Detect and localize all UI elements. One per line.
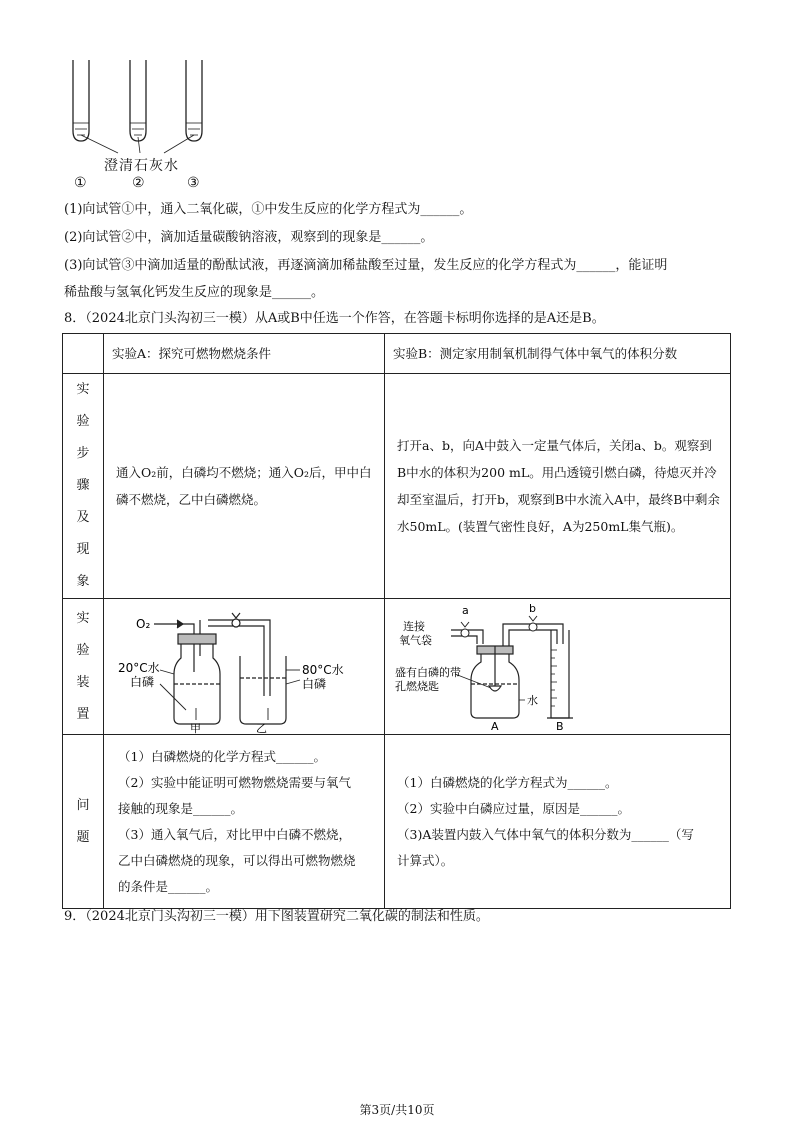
q9-intro: 9．（2024北京门头沟初三一模）用下图装置研究二氧化碳的制法和性质。 [64, 909, 489, 924]
questions-a-cell [104, 735, 385, 909]
o2-label: O₂ [136, 616, 151, 631]
q7-line-1: (1)向试管①中，通入二氧化碳，①中发生反应的化学方程式为______。 [64, 202, 473, 217]
header-experiment-a: 实验A：探究可燃物燃烧条件 [104, 334, 385, 374]
tube-number-2: ② [132, 175, 145, 191]
bottle-a-label: A [491, 719, 499, 733]
right-water-label: 80°C水 [302, 662, 344, 677]
questions-a-line-4: （3）通入氧气后，对比甲中白磷不燃烧， [118, 826, 351, 842]
steps-b-text: 打开a、b，向A中鼓入一定量气体后，关闭a、b。观察到B中水的体积为200 mL。用凸透镜引燃白磷，待熄灭并冷却至室温后，打开b，观察到B中水流入A中，最终B中剩余水50mL。(装置气密性良好，A为250mL集气瓶)。 [385, 374, 731, 599]
tube-number-1: ① [74, 175, 87, 191]
q7-line-4: 稀盐酸与氢氧化钙发生反应的现象是______。 [64, 285, 325, 300]
table-header-row [63, 334, 731, 374]
row-label-apparatus: 实 验 装 置 [63, 599, 104, 735]
header-experiment-b: 实验B：测定家用制氧机制得气体中氧气的体积分数 [385, 334, 731, 374]
q7-line-2: (2)向试管②中，滴加适量碳酸钠溶液，观察到的现象是______。 [64, 230, 434, 245]
apparatus-a-diagram [104, 600, 384, 734]
left-phosphorus-label: 白磷 [130, 674, 155, 689]
limewater-label: 澄清石灰水 [104, 158, 179, 174]
questions-a-line-2: （2）实验中能证明可燃物燃烧需要与氧气 [118, 774, 351, 790]
oxygen-bag-label-2: 氧气袋 [399, 633, 432, 647]
questions-b-line-2: （2）实验中白磷应过量，原因是______。 [397, 800, 630, 816]
valve-a-label: a [462, 603, 469, 617]
questions-b-line-4: 计算式）。 [397, 852, 454, 868]
questions-b-cell [385, 735, 731, 909]
questions-a-line-1: （1）白磷燃烧的化学方程式______。 [118, 748, 326, 764]
questions-a-line-3: 接触的现象是______。 [118, 800, 244, 816]
questions-b-line-3: （3)A装置内鼓入气体中氧气的体积分数为______（写 [397, 826, 694, 842]
apparatus-a-cell [104, 599, 385, 735]
flask-jia-label: 甲 [190, 721, 201, 734]
row-label-steps: 实 验 步 骤 及 现 象 [63, 374, 104, 599]
page-number: 第3页/共10页 [359, 1103, 435, 1117]
experiment-table [62, 333, 731, 909]
questions-a-line-5: 乙中白磷燃烧的现象，可以得出可燃物燃烧 [118, 852, 356, 868]
tube-number-3: ③ [187, 175, 200, 191]
water-label: 水 [527, 693, 538, 707]
table-row-steps [63, 374, 731, 599]
q8-intro: 8．（2024北京门头沟初三一模）从A或B中任选一个作答，在答题卡标明你选择的是A还是B。 [64, 311, 605, 326]
beaker-yi-label: 乙 [256, 721, 267, 734]
spoon-label-1: 盛有白磷的带 [395, 665, 461, 679]
table-row-questions [63, 735, 731, 909]
apparatus-b-diagram [385, 600, 729, 734]
row-label-questions: 问 题 [63, 735, 104, 909]
steps-a-text: 通入O₂前，白磷均不燃烧；通入O₂后，甲中白磷不燃烧，乙中白磷燃烧。 [104, 374, 385, 599]
questions-a-line-6: 的条件是______。 [118, 878, 219, 894]
left-water-label: 20°C水 [118, 660, 160, 675]
oxygen-bag-label-1: 连接 [403, 619, 425, 633]
cylinder-b-label: B [556, 719, 564, 733]
questions-b-line-1: （1）白磷燃烧的化学方程式为______。 [397, 774, 618, 790]
table-corner-cell [63, 334, 104, 374]
table-row-apparatus [63, 599, 731, 735]
q7-line-3: (3)向试管③中滴加适量的酚酞试液，再逐滴滴加稀盐酸至过量，发生反应的化学方程式为______，能证明 [64, 258, 668, 273]
apparatus-b-cell [385, 599, 731, 735]
spoon-label-2: 孔燃烧匙 [395, 679, 439, 693]
right-phosphorus-label: 白磷 [302, 676, 327, 691]
valve-b-label: b [529, 601, 536, 615]
